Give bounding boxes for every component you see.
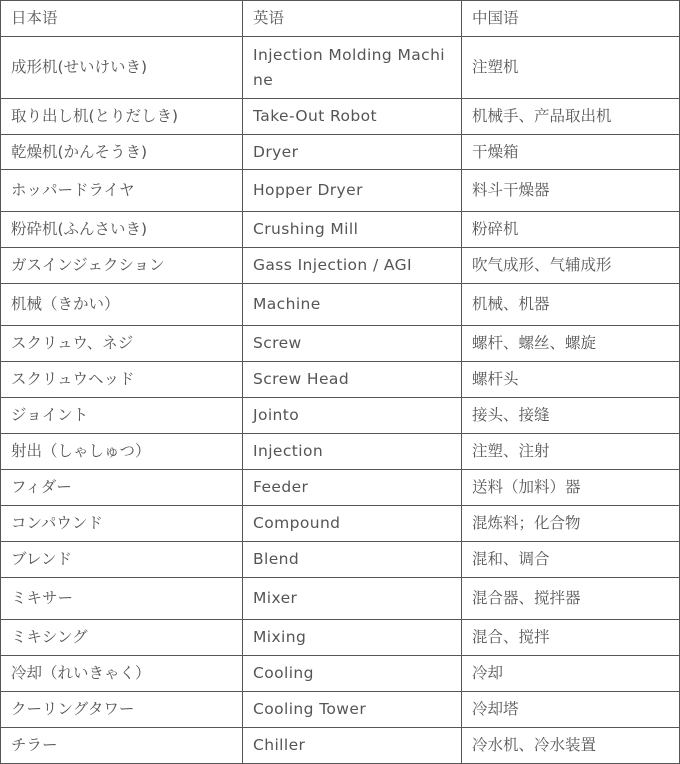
cell-chinese: 机械、机器	[462, 284, 680, 326]
cell-english: Machine	[243, 284, 462, 326]
table-row	[1, 542, 680, 578]
table-row	[1, 248, 680, 284]
cell-japanese: 冷却（れいきゃく）	[1, 656, 243, 692]
cell-english: Compound	[243, 506, 462, 542]
cell-chinese: 注塑机	[462, 37, 680, 99]
cell-english: Chiller	[243, 728, 462, 764]
table-row	[1, 99, 680, 135]
cell-chinese: 冷水机、冷水装置	[462, 728, 680, 764]
cell-chinese: 干燥箱	[462, 135, 680, 170]
table-row	[1, 692, 680, 728]
cell-chinese: 机械手、产品取出机	[462, 99, 680, 135]
table-row	[1, 326, 680, 362]
cell-japanese: スクリュウヘッド	[1, 362, 243, 398]
cell-english: Gass Injection / AGI	[243, 248, 462, 284]
cell-japanese: 成形机(せいけいき)	[1, 37, 243, 99]
table-body	[1, 37, 680, 764]
cell-japanese: ブレンド	[1, 542, 243, 578]
cell-english: Feeder	[243, 470, 462, 506]
cell-english: Jointo	[243, 398, 462, 434]
table-row	[1, 37, 680, 99]
cell-chinese: 粉碎机	[462, 212, 680, 248]
cell-japanese: ミキサー	[1, 578, 243, 620]
table-row	[1, 170, 680, 212]
cell-english: Injection	[243, 434, 462, 470]
cell-chinese: 冷却塔	[462, 692, 680, 728]
cell-japanese: 机械（きかい）	[1, 284, 243, 326]
cell-english: Injection Molding Machine	[243, 37, 462, 99]
cell-japanese: ホッパードライヤ	[1, 170, 243, 212]
table-row	[1, 135, 680, 170]
cell-chinese: 混炼料；化合物	[462, 506, 680, 542]
table-row	[1, 434, 680, 470]
table-row	[1, 284, 680, 326]
cell-english: Mixer	[243, 578, 462, 620]
cell-chinese: 冷却	[462, 656, 680, 692]
cell-english: Take-Out Robot	[243, 99, 462, 135]
cell-english: Cooling Tower	[243, 692, 462, 728]
table-row	[1, 620, 680, 656]
table-row	[1, 470, 680, 506]
cell-japanese: ガスインジェクション	[1, 248, 243, 284]
cell-chinese: 螺杆、螺丝、螺旋	[462, 326, 680, 362]
cell-japanese: ミキシング	[1, 620, 243, 656]
cell-chinese: 注塑、注射	[462, 434, 680, 470]
cell-english: Blend	[243, 542, 462, 578]
header-english: 英语	[243, 1, 462, 37]
table-row	[1, 656, 680, 692]
header-japanese: 日本语	[1, 1, 243, 37]
cell-english: Screw Head	[243, 362, 462, 398]
cell-chinese: 送料（加料）器	[462, 470, 680, 506]
cell-english: Screw	[243, 326, 462, 362]
cell-chinese: 螺杆头	[462, 362, 680, 398]
cell-chinese: 接头、接缝	[462, 398, 680, 434]
cell-japanese: ジョイント	[1, 398, 243, 434]
table-row	[1, 506, 680, 542]
cell-chinese: 混合、搅拌	[462, 620, 680, 656]
cell-english: Cooling	[243, 656, 462, 692]
cell-japanese: チラー	[1, 728, 243, 764]
table-row	[1, 728, 680, 764]
table-row	[1, 398, 680, 434]
cell-japanese: 射出（しゃしゅつ）	[1, 434, 243, 470]
cell-japanese: 粉砕机(ふんさいき)	[1, 212, 243, 248]
cell-japanese: スクリュウ、ネジ	[1, 326, 243, 362]
cell-chinese: 混和、调合	[462, 542, 680, 578]
cell-english: Dryer	[243, 135, 462, 170]
table-row	[1, 578, 680, 620]
cell-chinese: 吹气成形、气辅成形	[462, 248, 680, 284]
table-row	[1, 212, 680, 248]
header-row	[1, 1, 680, 37]
table-header	[1, 1, 680, 37]
cell-japanese: クーリングタワー	[1, 692, 243, 728]
cell-japanese: 乾燥机(かんそうき)	[1, 135, 243, 170]
cell-english: Crushing Mill	[243, 212, 462, 248]
cell-japanese: フィダー	[1, 470, 243, 506]
cell-japanese: 取り出し机(とりだしき)	[1, 99, 243, 135]
cell-english: Hopper Dryer	[243, 170, 462, 212]
cell-english: Mixing	[243, 620, 462, 656]
header-chinese: 中国语	[462, 1, 680, 37]
cell-japanese: コンパウンド	[1, 506, 243, 542]
cell-chinese: 料斗干燥器	[462, 170, 680, 212]
cell-chinese: 混合器、搅拌器	[462, 578, 680, 620]
table-row	[1, 362, 680, 398]
